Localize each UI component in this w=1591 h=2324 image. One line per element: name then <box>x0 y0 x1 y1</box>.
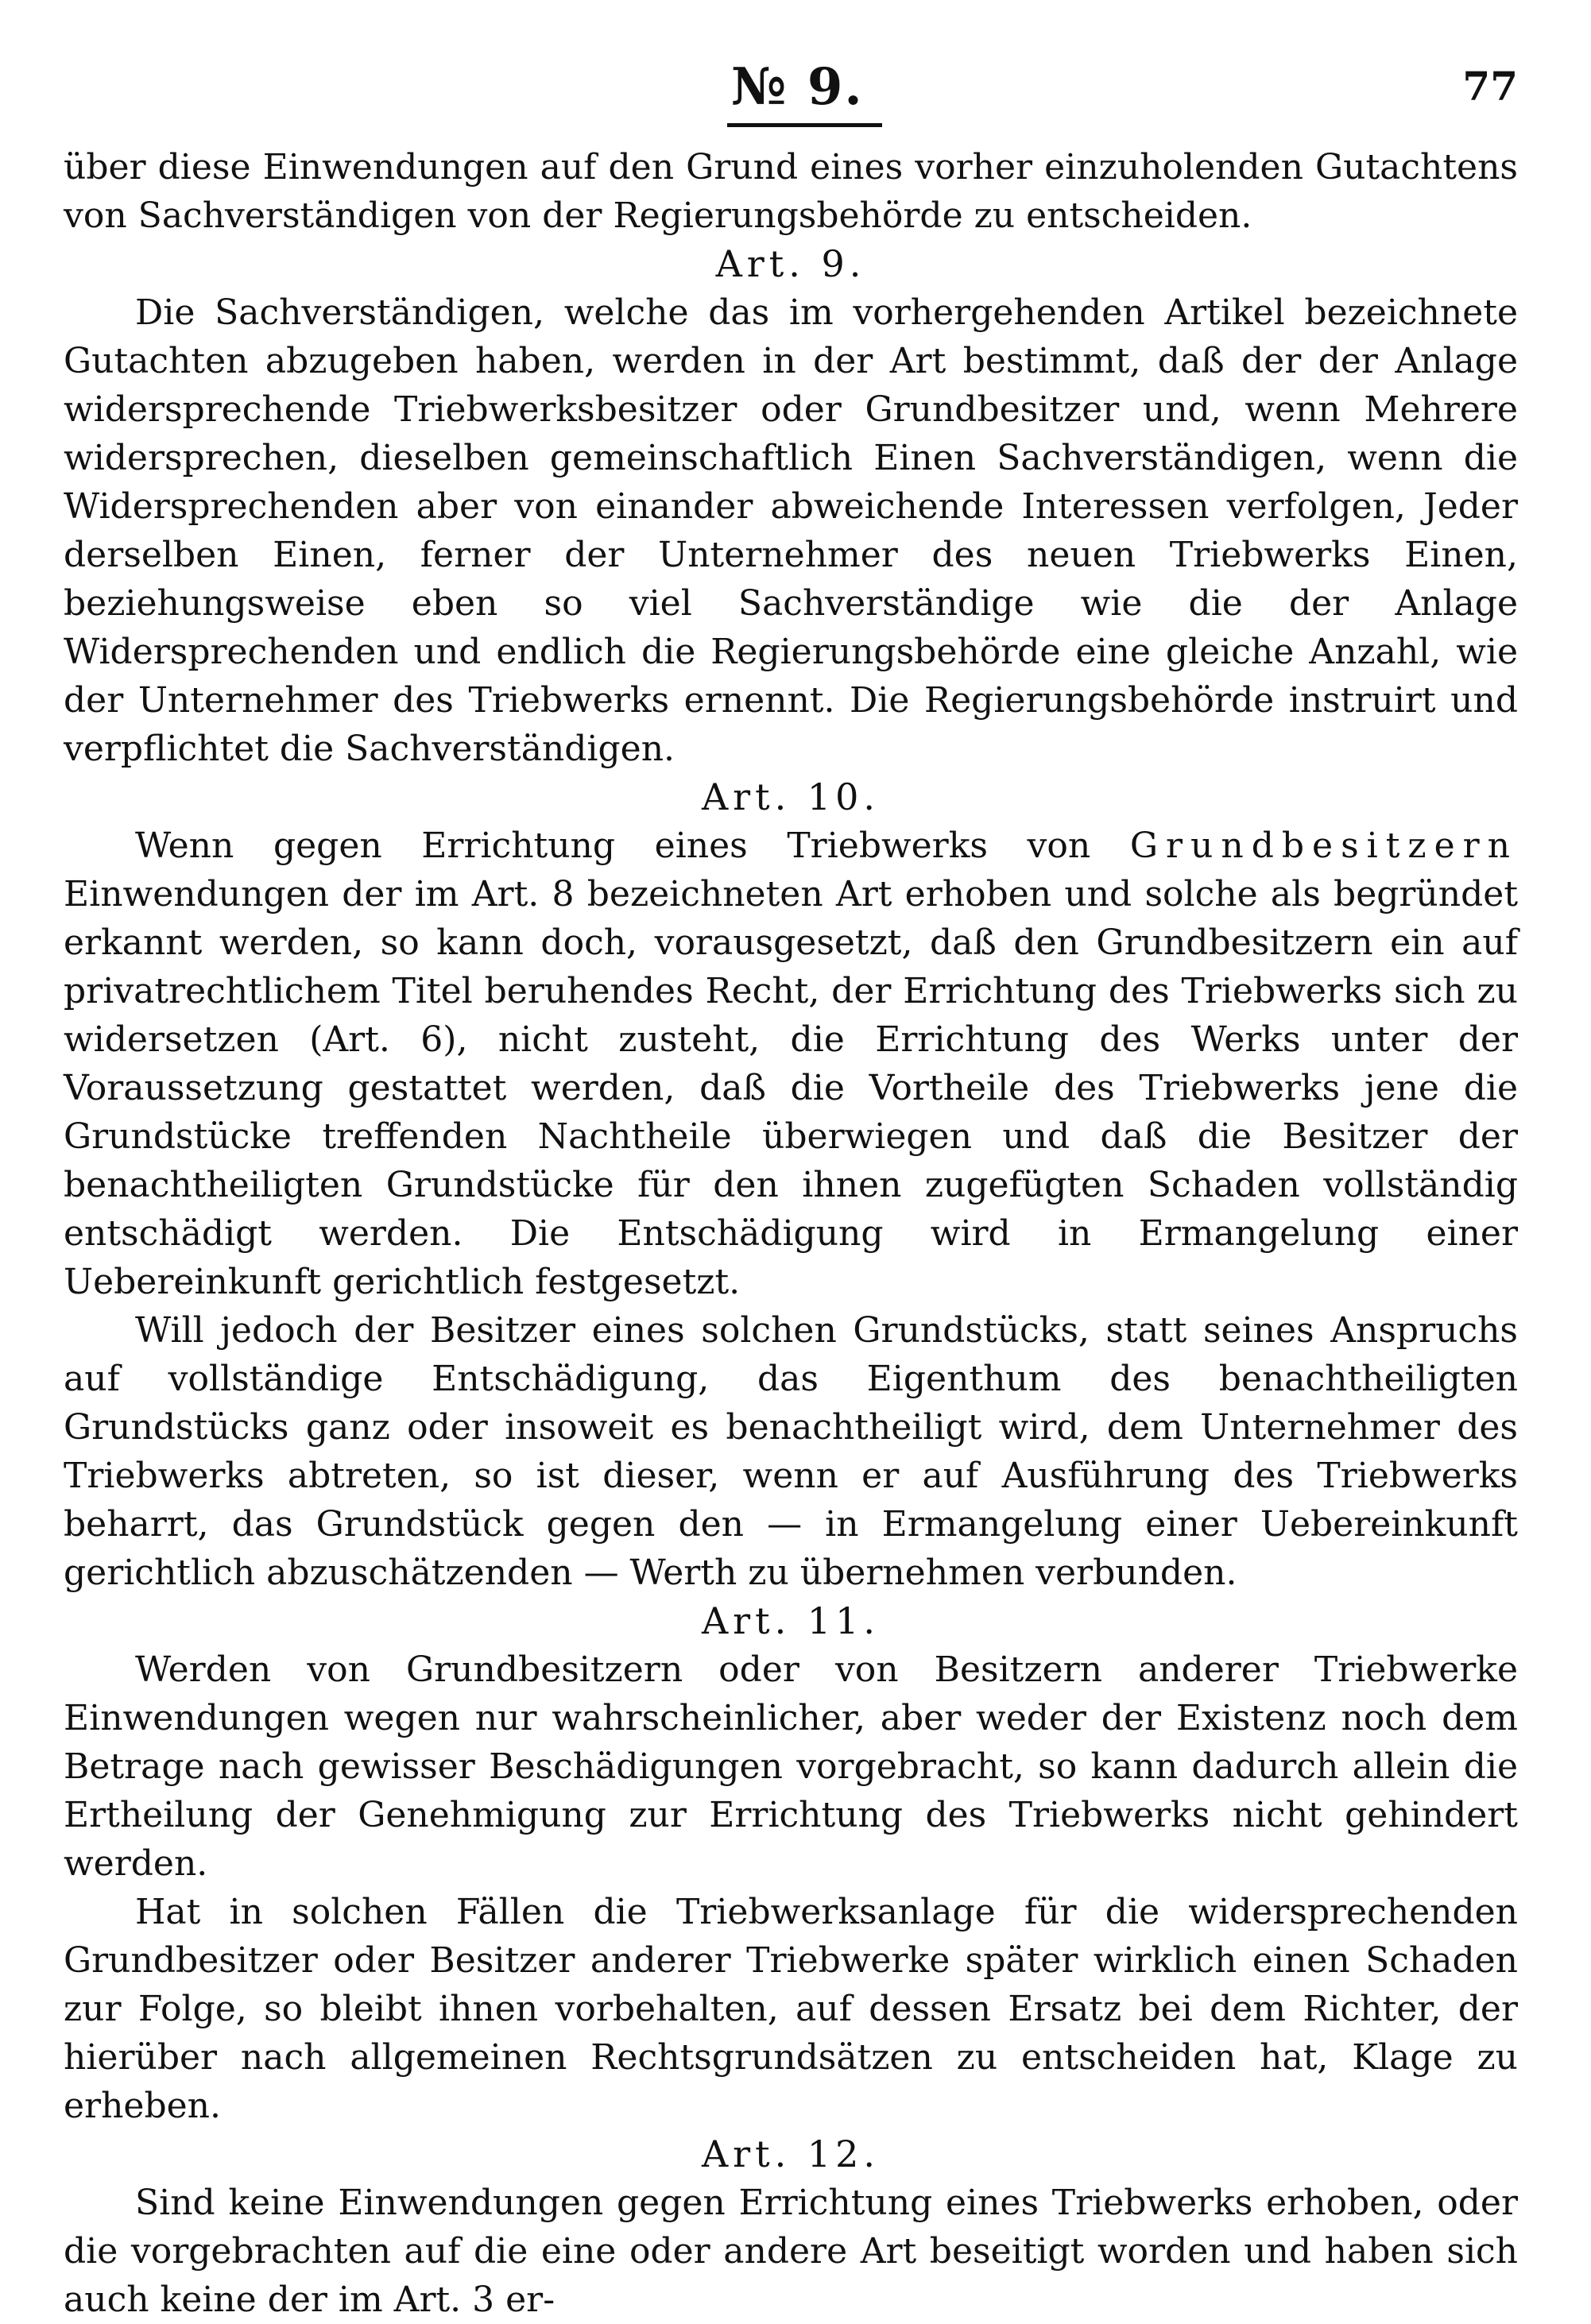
paragraph-art-11-b: Hat in solchen Fällen die Triebwerksanlage für die widersprechenden Grundbesitzer oder Besitzer anderer Triebwerke später wirklich einen Schaden zur Folge, so bleibt ihnen vorbehalten, auf dessen Ersatz bei dem Richter, der hierüber nach allgemeinen Rechtsgrundsätzen zu entscheiden hat, Klage zu erheben. <box>64 1892 1518 2126</box>
paragraph-art-10-a-start: Wenn gegen Errichtung eines Triebwerks von <box>135 826 1130 866</box>
paragraph-art-10-a <box>64 822 1518 1306</box>
page-header <box>0 48 1591 135</box>
article-heading-9: Art. 9. <box>715 242 866 285</box>
paragraph-continuation: über diese Einwendungen auf den Grund eines vorher einzuholenden Gutachtens von Sachverständigen von der Regierungsbehörde zu entscheiden. <box>64 147 1518 236</box>
page-number: 77 <box>1462 63 1518 110</box>
paragraph-art-10-a-rest: Einwendungen der im Art. 8 bezeichneten Art erhoben und solche als begründet erkannt werden, so kann doch, vorausgesetzt, daß den Grundbesitzern ein auf privatrechtlichem Titel beruhendes Recht, der Errichtung des Triebwerks sich zu widersetzen (Art. 6), nicht zusteht, die Errichtung des Werks unter der Voraussetzung gestattet werden, daß die Vortheile des Triebwerks jene die Grundstücke treffenden Nachtheile überwiegen und daß die Besitzer der benachtheiligten Grundstücke für den ihnen zugefügten Schaden vollständig entschädigt werden. Die Entschädigung wird in Ermangelung einer Uebereinkunft gerichtlich festgesetzt. <box>64 874 1518 1302</box>
article-heading-10: Art. 10. <box>701 775 881 818</box>
article-heading-12: Art. 12. <box>701 2133 881 2175</box>
paragraph-art-12: Sind keine Einwendungen gegen Errichtung eines Triebwerks erhoben, oder die vorgebrachten auf die eine oder andere Art beseitigt worden und haben sich auch keine der im Art. 3 er- <box>64 2183 1518 2320</box>
body-text <box>64 143 1518 2324</box>
paragraph-art-9: Die Sachverständigen, welche das im vorhergehenden Artikel bezeichnete Gutachten abzugeben haben, werden in der Art bestimmt, daß der der Anlage widersprechende Triebwerksbesitzer oder Grundbesitzer und, wenn Mehrere widersprechen, dieselben gemeinschaftlich Einen Sachverständigen, wenn die Widersprechenden aber von einander abweichende Interessen verfolgen, Jeder derselben Einen, ferner der Unternehmer des neuen Triebwerks Einen, beziehungsweise eben so viel Sachverständige wie die der Anlage Widersprechenden und endlich die Regierungsbehörde eine gleiche Anzahl, wie der Unternehmer des Triebwerks ernennt. Die Regierungsbehörde instruirt und verpflichtet die Sachverständigen. <box>64 292 1518 769</box>
spaced-emphasis: Grundbesitzern <box>1129 826 1518 866</box>
issue-underline <box>727 123 882 127</box>
paragraph-art-11-a: Werden von Grundbesitzern oder von Besitzern anderer Triebwerke Einwendungen wegen nur wahrscheinlicher, aber weder der Existenz noch dem Betrage nach gewisser Beschädigungen vorgebracht, so kann dadurch allein die Ertheilung der Genehmigung zur Errichtung des Triebwerks nicht gehindert werden. <box>64 1649 1518 1884</box>
article-heading-11: Art. 11. <box>701 1599 881 1642</box>
paragraph-art-10-b: Will jedoch der Besitzer eines solchen Grundstücks, statt seines Anspruchs auf vollständige Entschädigung, das Eigenthum des benachtheiligten Grundstücks ganz oder insoweit es benachtheiligt wird, dem Unternehmer des Triebwerks abtreten, so ist dieser, wenn er auf Ausführung des Triebwerks beharrt, das Grundstück gegen den — in Ermangelung einer Uebereinkunft gerichtlich abzuschätzenden — Werth zu übernehmen verbunden. <box>64 1310 1518 1593</box>
issue-number: № 9. <box>731 57 864 117</box>
